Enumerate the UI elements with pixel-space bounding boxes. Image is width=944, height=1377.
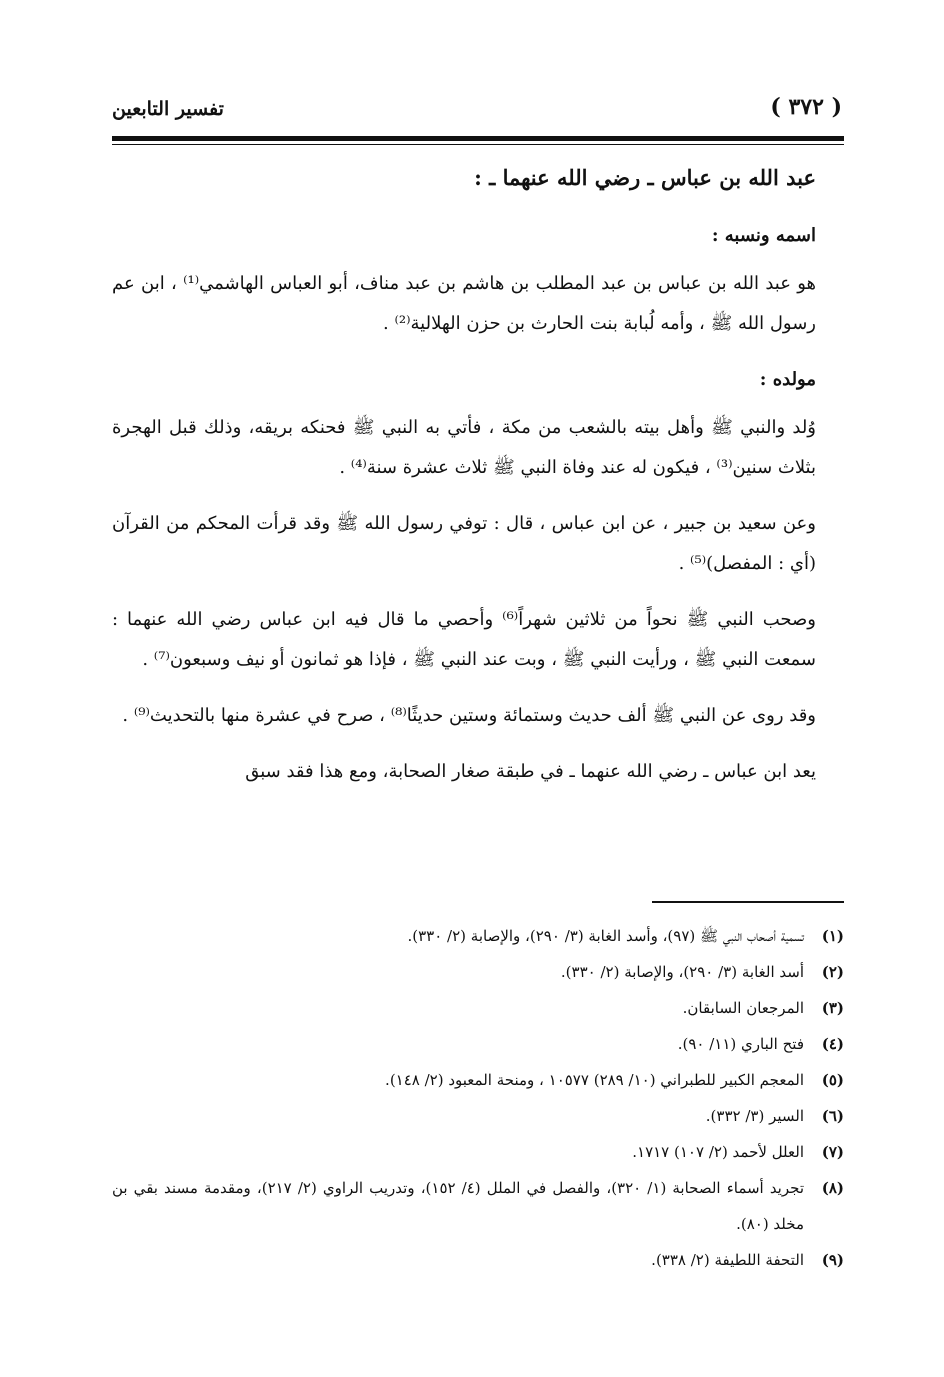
footnote-separator <box>652 901 844 903</box>
footnote <box>112 990 844 1026</box>
paragraph-companion: وصحب النبي ﷺ نحواً من ثلاثين شهراً⁽⁶⁾ وأحصي ما قال فيه ابن عباس رضي الله عنهما : سمعت النبي ﷺ ، ورأيت النبي ﷺ ، وبت عند النبي ﷺ ، فإذا هو ثمانون أو نيف وسبعون⁽⁷⁾ . <box>112 609 816 670</box>
footnote <box>112 1098 844 1134</box>
section-title: عبد الله بن عباس ـ رضي الله عنهما ـ : <box>474 165 816 190</box>
footnote <box>112 918 844 954</box>
paragraph-said: وعن سعيد بن جبير ، عن ابن عباس ، قال : توفي رسول الله ﷺ وقد قرأت المحكم من القرآن (أي : المفصل)⁽⁵⁾ . <box>112 513 816 574</box>
page-number: ( ٣٧٢ ) <box>770 94 842 120</box>
footnote-number: (٢) <box>821 963 844 981</box>
footnote-number: (٥) <box>821 1071 844 1089</box>
footnote-text: فتح الباري (١١/ ٩٠). <box>677 1035 804 1053</box>
birth-paragraph: وُلد والنبي ﷺ وأهل بيته بالشعب من مكة ، فأتي به النبي ﷺ فحنكه بريقه، وذلك قبل الهجرة بثلاث سنين⁽³⁾ ، فيكون له عند وفاة النبي ﷺ ثلاث عشرة سنة⁽⁴⁾ . <box>112 417 816 478</box>
footnote-number: (٨) <box>821 1179 844 1197</box>
footnote-number: (٣) <box>821 999 844 1017</box>
lineage-heading: اسمه ونسبه : <box>711 225 816 246</box>
paragraph-narrated: وقد روى عن النبي ﷺ ألف حديث وستمائة وستين حديثًا⁽⁸⁾ ، صرح في عشرة منها بالتحديث⁽⁹⁾ . <box>122 705 816 726</box>
footnote-number: (٤) <box>821 1035 844 1053</box>
footnote <box>112 954 844 990</box>
footnote-text: المعجم الكبير للطبراني (١٠/ ٢٨٩) ١٠٥٧٧ ، ومنحة المعبود (٢/ ١٤٨). <box>385 1071 804 1089</box>
footnote-text: أسد الغابة (٣/ ٢٩٠)، والإصابة (٢/ ٣٣٠). <box>560 963 804 981</box>
footnote-text: تجريد أسماء الصحابة (١/ ٣٢٠)، والفصل في الملل (٤/ ١٥٢)، وتدريب الراوي (٢/ ٢١٧)، ومقدمة مسند بقي بن مخلد (٨٠). <box>112 1179 804 1233</box>
footnote-text: المرجعان السابقان. <box>682 999 804 1017</box>
footnote-text: تسمية أصحاب النبي ﷺ (٩٧)، وأسد الغابة (٣/ ٢٩٠)، والإصابة (٢/ ٣٣٠). <box>407 927 804 945</box>
footnote-text: التحفة اللطيفة (٢/ ٣٣٨). <box>651 1251 804 1269</box>
footnote <box>112 1026 844 1062</box>
footnotes <box>112 918 844 1278</box>
header-rule-thick <box>112 136 844 141</box>
footnote-number: (١) <box>821 927 844 945</box>
paragraph-last: يعد ابن عباس ـ رضي الله عنهما ـ في طبقة صغار الصحابة، ومع هذا فقد سبق <box>245 761 816 782</box>
footnote-number: (٦) <box>821 1107 844 1125</box>
lineage-paragraph: هو عبد الله بن عباس بن عبد المطلب بن هاشم بن عبد مناف، أبو العباس الهاشمي⁽¹⁾ ، ابن عم رسول الله ﷺ ، وأمه لُبابة بنت الحارث بن حزن الهلالية⁽²⁾ . <box>112 273 817 334</box>
footnote-number: (٧) <box>821 1143 844 1161</box>
footnote-text: العلل لأحمد (٢/ ١٠٧) ١٧١٧. <box>632 1143 804 1161</box>
footnote <box>112 1170 844 1242</box>
page-header <box>112 92 842 132</box>
birth-heading: مولده : <box>759 369 816 390</box>
main-text <box>112 158 816 806</box>
header-rule-thin <box>112 144 844 145</box>
footnote-number: (٩) <box>821 1251 844 1269</box>
footnote-text: السير (٣/ ٣٣٢). <box>705 1107 804 1125</box>
footnote <box>112 1134 844 1170</box>
footnote <box>112 1242 844 1278</box>
running-title: تفسير التابعين <box>112 98 224 120</box>
footnote <box>112 1062 844 1098</box>
